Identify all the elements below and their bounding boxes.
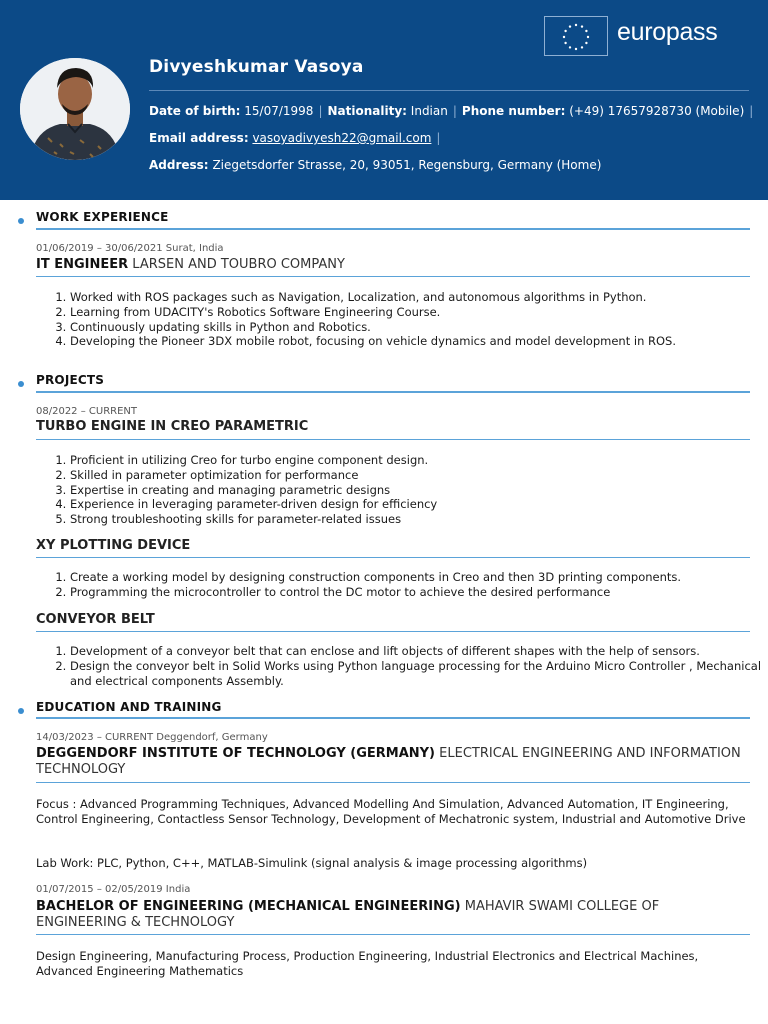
project-conveyor-list: [36, 644, 768, 688]
nationality-value: Indian: [410, 104, 448, 118]
address-row: [149, 158, 601, 172]
entry-rule: [36, 934, 750, 935]
entry-rule: [36, 439, 750, 440]
address-label: Address:: [149, 158, 209, 172]
project-title-turbo: TURBO ENGINE IN CREO PARAMETRIC: [36, 419, 309, 434]
list-item: 2. Skilled in parameter optimization for performance: [70, 468, 768, 483]
work-title: [36, 257, 750, 273]
education-degree: BACHELOR OF ENGINEERING (MECHANICAL ENGINEERING): [36, 899, 461, 914]
section-title-work: WORK EXPERIENCE: [36, 210, 169, 224]
section-bullet: [18, 381, 24, 387]
project-xy-list: [36, 570, 768, 600]
separator: |: [318, 104, 323, 118]
phone-label: Phone number:: [461, 104, 566, 118]
separator: |: [452, 104, 457, 118]
education-date: 01/07/2015 – 02/05/2019 India: [36, 884, 191, 895]
section-rule: [36, 717, 750, 719]
list-item: 1. Development of a conveyor belt that can enclose and lift objects of different shapes with the help of sensors.: [70, 644, 768, 659]
education-focus: Focus : Advanced Programming Techniques, Advanced Modelling And Simulation, Advanced Automation, IT Engineering, Control Engineering, Contactless Sensor Technology, Development of Mechatronic system, Industrial and Automotive Drive: [36, 797, 746, 826]
education-college: MAHAVIR SWAMI COLLEGE OF ENGINEERING & TECHNOLOGY: [36, 899, 660, 930]
eu-flag-icon: [544, 16, 608, 56]
europass-logo: europass: [617, 18, 718, 46]
section-bullet: [18, 218, 24, 224]
phone-value: (+49) 17657928730 (Mobile): [569, 104, 745, 118]
separator: |: [749, 104, 754, 118]
entry-rule: [36, 557, 750, 558]
entry-rule: [36, 276, 750, 277]
education-title: [36, 746, 750, 778]
list-item: 3. Continuously updating skills in Python and Robotics.: [70, 320, 768, 335]
project-title-xy: XY PLOTTING DEVICE: [36, 538, 191, 553]
project-title-conveyor: CONVEYOR BELT: [36, 612, 155, 627]
list-item: 1. Create a working model by designing construction components in Creo and then 3D printing components.: [70, 570, 768, 585]
work-date: 01/06/2019 – 30/06/2021 Surat, India: [36, 243, 224, 254]
education-institution: DEGGENDORF INSTITUTE OF TECHNOLOGY (GERMANY): [36, 746, 436, 761]
header-divider: [149, 90, 749, 91]
list-item: 1. Worked with ROS packages such as Navigation, Localization, and autonomous algorithms in Python.: [70, 290, 768, 305]
dob-value: 15/07/1998: [244, 104, 314, 118]
list-item: 4. Developing the Pioneer 3DX mobile robot, focusing on vehicle dynamics and model development in ROS.: [70, 334, 768, 349]
dob-label: Date of birth:: [149, 104, 241, 118]
separator: |: [436, 131, 441, 145]
list-item: 5. Strong troubleshooting skills for parameter-related issues: [70, 512, 768, 527]
list-item: 4. Experience in leveraging parameter-driven design for efficiency: [70, 497, 768, 512]
work-role: IT ENGINEER: [36, 257, 129, 272]
section-title-education: EDUCATION AND TRAINING: [36, 700, 222, 714]
project-turbo-list: [36, 453, 768, 527]
entry-rule: [36, 782, 750, 783]
education-lab: Lab Work: PLC, Python, C++, MATLAB-Simulink (signal analysis & image processing algorithms): [36, 856, 588, 870]
section-bullet: [18, 708, 24, 714]
address-value: Ziegetsdorfer Strasse, 20, 93051, Regensburg, Germany (Home): [212, 158, 602, 172]
entry-rule: [36, 631, 750, 632]
work-list: [36, 290, 768, 349]
header-banner: [0, 0, 768, 200]
section-title-projects: PROJECTS: [36, 373, 105, 387]
education-date: 14/03/2023 – CURRENT Deggendorf, Germany: [36, 732, 268, 743]
education-title: [36, 899, 750, 931]
person-name: Divyeshkumar Vasoya: [149, 57, 364, 77]
list-item: 2. Programming the microcontroller to control the DC motor to achieve the desired performance: [70, 585, 768, 600]
education-program: ELECTRICAL ENGINEERING AND INFORMATION TECHNOLOGY: [36, 746, 741, 777]
email-row: [149, 131, 445, 145]
list-item: 1. Proficient in utilizing Creo for turbo engine component design.: [70, 453, 768, 468]
list-item: 2. Learning from UDACITY's Robotics Software Engineering Course.: [70, 305, 768, 320]
email-link[interactable]: vasoyadivyesh22@gmail.com: [252, 131, 432, 145]
section-rule: [36, 391, 750, 393]
personal-info-row: [149, 104, 758, 118]
section-rule: [36, 228, 750, 230]
education-details: Design Engineering, Manufacturing Process, Production Engineering, Industrial Electronics and Electrical Machines, Advanced Engineering Mathematics: [36, 949, 699, 978]
list-item: 3. Expertise in creating and managing parametric designs: [70, 483, 768, 498]
profile-photo: [20, 58, 130, 160]
project-date: 08/2022 – CURRENT: [36, 406, 138, 417]
email-label: Email address:: [149, 131, 249, 145]
work-company: LARSEN AND TOUBRO COMPANY: [132, 257, 345, 272]
list-item: 2. Design the conveyor belt in Solid Works using Python language processing for the Arduino Micro Controller , Mechanical and electrical components Assembly.: [70, 659, 768, 689]
nationality-label: Nationality:: [327, 104, 407, 118]
